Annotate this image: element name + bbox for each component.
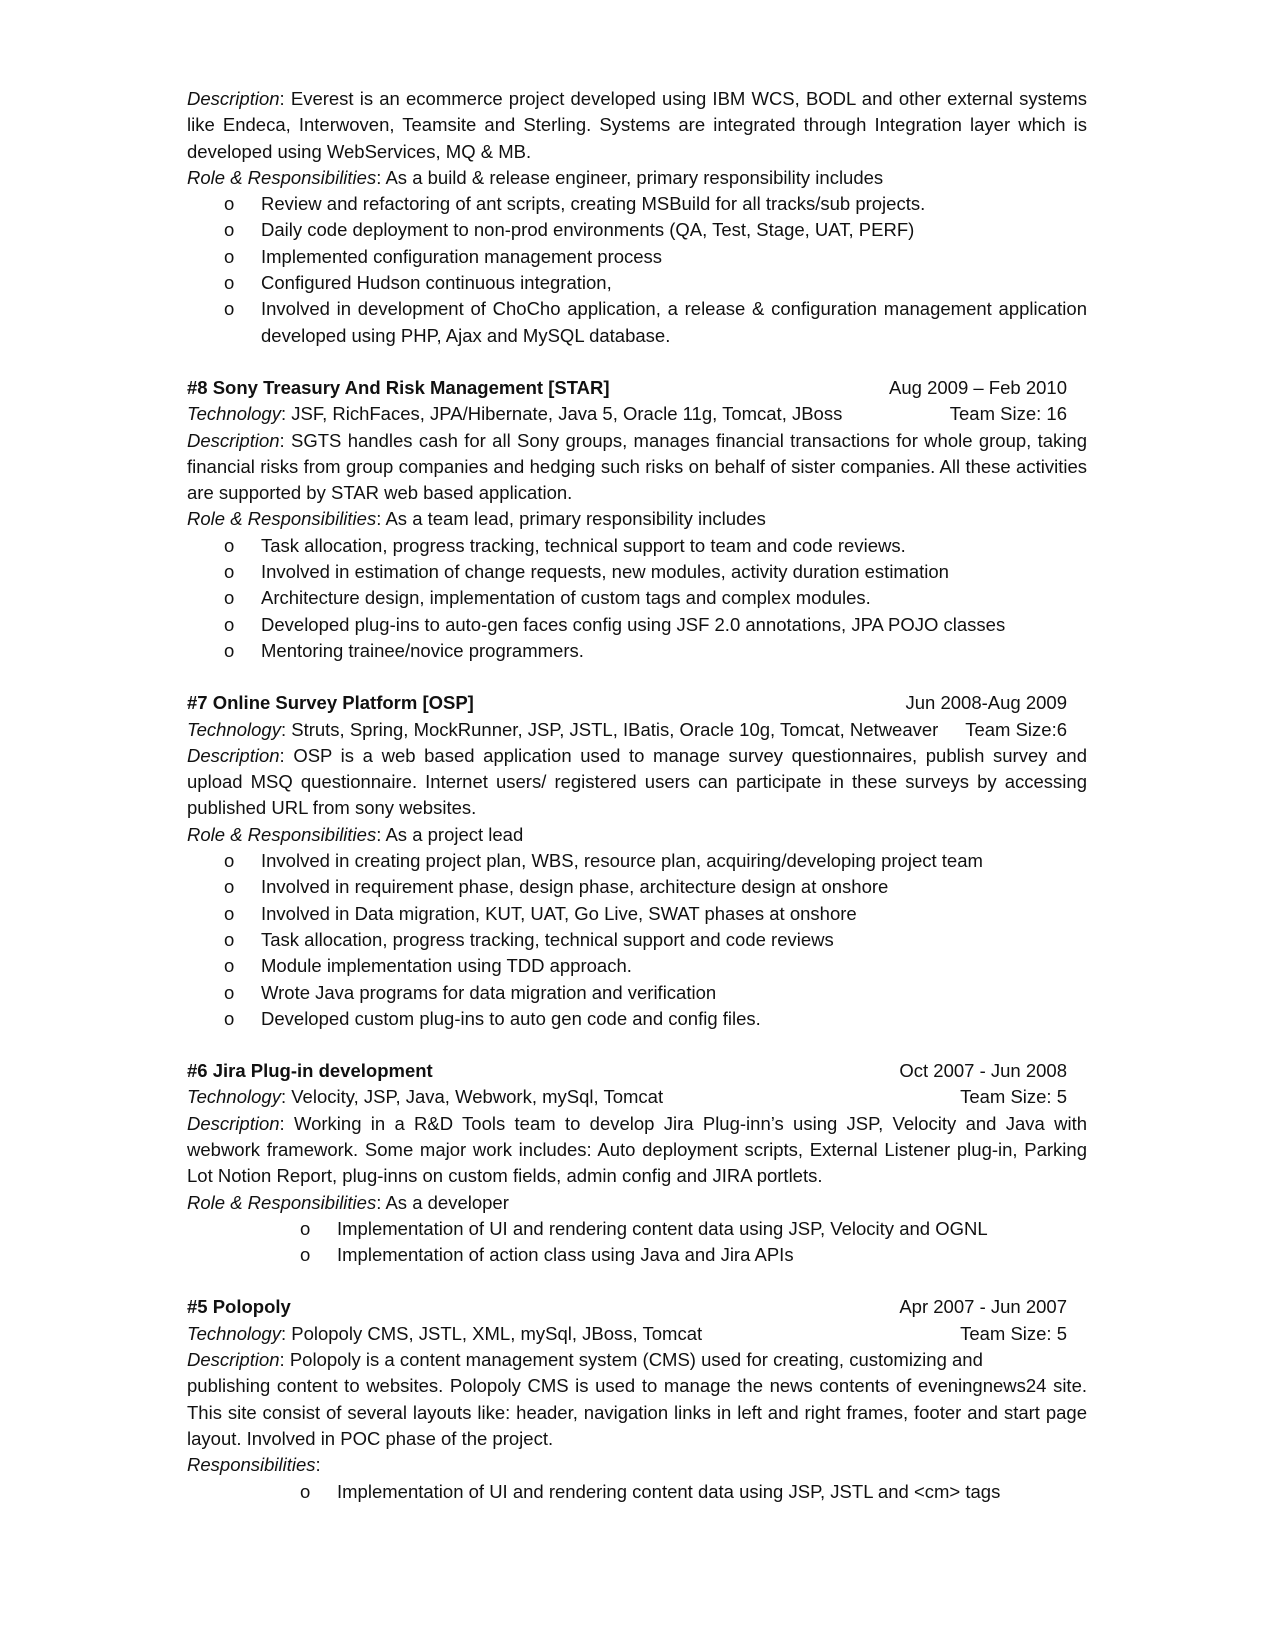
list-item: o Wrote Java programs for data migration and verification — [187, 980, 1087, 1006]
description-label: Description — [187, 1349, 280, 1371]
project-heading — [187, 1294, 1087, 1320]
team-size: Team Size:6 — [965, 718, 1067, 740]
bullet-icon: o — [224, 193, 235, 215]
description-label: Description — [187, 744, 280, 766]
project-role: Role & Responsibilities: As a team lead, primary responsibility includes — [187, 508, 766, 530]
project-bullets — [187, 1216, 1087, 1269]
list-item: o Mentoring trainee/novice programmers. — [187, 638, 1087, 664]
bullet-icon: o — [224, 245, 235, 267]
intro-description: Description: Everest is an ecommerce project developed using IBM WCS, BODL and other external systems like Endeca, Interwoven, Teamsite and Sterling. Systems are integrated through Integration layer which is developed using WebServices, MQ & MB. — [187, 88, 1087, 162]
project-bullets — [187, 533, 1087, 664]
bullet-icon: o — [224, 534, 235, 556]
role-label: Role & Responsibilities — [187, 508, 377, 530]
bullet-icon: o — [224, 298, 235, 320]
project-dates: Apr 2007 - Jun 2007 — [899, 1296, 1067, 1318]
bullet-icon: o — [224, 902, 235, 924]
bullet-icon: o — [224, 587, 235, 609]
bullet-icon: o — [224, 850, 235, 872]
project-technology: Technology: Velocity, JSP, Java, Webwork, mySql, Tomcat Team Size: 5 — [187, 1084, 1087, 1110]
project-title: #5 Polopoly — [187, 1296, 291, 1318]
bullet-icon: o — [224, 561, 235, 583]
project-role: Responsibilities: — [187, 1454, 321, 1476]
bullet-icon: o — [224, 1007, 235, 1029]
list-item: o Involved in estimation of change requests, new modules, activity duration estimation — [187, 559, 1087, 585]
bullet-icon: o — [224, 928, 235, 950]
list-item: o Implementation of UI and rendering content data using JSP, JSTL and <cm> tags — [187, 1479, 1087, 1505]
list-item: o Involved in creating project plan, WBS, resource plan, acquiring/developing project team — [187, 848, 1087, 874]
project-dates: Aug 2009 – Feb 2010 — [889, 376, 1067, 398]
description-label: Description — [187, 429, 280, 451]
bullet-icon: o — [300, 1480, 311, 1502]
list-item: o Implementation of UI and rendering content data using JSP, Velocity and OGNL — [187, 1216, 1087, 1242]
list-item: o Review and refactoring of ant scripts, creating MSBuild for all tracks/sub projects. — [187, 191, 1087, 217]
project-description: publishing content to websites. Polopoly CMS is used to manage the news contents of eveningnews24 site. This site consist of several layouts like: header, navigation links in left and right frames, footer and start page layout. Involved in POC phase of the project. — [187, 1375, 1087, 1449]
list-item: o Developed plug-ins to auto-gen faces config using JSF 2.0 annotations, JPA POJO classes — [187, 612, 1087, 638]
bullet-icon: o — [224, 955, 235, 977]
project-role: Role & Responsibilities: As a project lead — [187, 823, 524, 845]
project-bullets — [187, 1479, 1087, 1505]
project-bullets — [187, 848, 1087, 1032]
role-label: Role & Responsibilities — [187, 166, 377, 188]
project-description: Description: OSP is a web based application used to manage survey questionnaires, publish survey and upload MSQ questionnaire. Internet users/ registered users can participate in these surveys by accessing published URL from sony websites. — [187, 744, 1087, 819]
list-item: o Implementation of action class using Java and Jira APIs — [187, 1242, 1087, 1268]
list-item: o Involved in development of ChoCho application, a release & configuration management application developed using PHP, Ajax and MySQL database. — [224, 298, 1087, 346]
technology-label: Technology — [187, 718, 281, 740]
list-item: o Task allocation, progress tracking, technical support to team and code reviews. — [187, 533, 1087, 559]
project-heading — [187, 375, 1087, 401]
description-label: Description — [187, 88, 280, 109]
project-technology: Technology: JSF, RichFaces, JPA/Hibernate, Java 5, Oracle 11g, Tomcat, JBoss Team Size: 16 — [187, 401, 1087, 427]
list-item: o Daily code deployment to non-prod environments (QA, Test, Stage, UAT, PERF) — [187, 217, 1087, 243]
bullet-icon: o — [300, 1244, 311, 1266]
role-label: Role & Responsibilities — [187, 823, 377, 845]
project-dates: Jun 2008-Aug 2009 — [905, 692, 1067, 714]
bullet-icon: o — [300, 1217, 311, 1239]
project-title: #7 Online Survey Platform [OSP] — [187, 692, 474, 714]
team-size: Team Size: 5 — [960, 1086, 1067, 1108]
project-title: #8 Sony Treasury And Risk Management [STAR] — [187, 376, 610, 398]
intro-bullets — [187, 191, 1087, 349]
list-item: o Involved in requirement phase, design phase, architecture design at onshore — [187, 874, 1087, 900]
list-item: o Module implementation using TDD approach. — [187, 953, 1087, 979]
project-technology: Technology: Polopoly CMS, JSTL, XML, mySql, JBoss, Tomcat Team Size: 5 — [187, 1321, 1087, 1347]
bullet-icon: o — [224, 981, 235, 1003]
list-item: o Architecture design, implementation of custom tags and complex modules. — [187, 585, 1087, 611]
technology-label: Technology — [187, 403, 281, 425]
project-technology: Technology: Struts, Spring, MockRunner, JSP, JSTL, IBatis, Oracle 10g, Tomcat, Netweaver Team Size:6 — [187, 717, 1087, 743]
technology-label: Technology — [187, 1086, 281, 1108]
list-item: o Configured Hudson continuous integration, — [187, 270, 1087, 296]
project-description: Description: SGTS handles cash for all Sony groups, manages financial transactions for whole group, taking financial risks from group companies and hedging such risks on behalf of sister companies. All these activities are supported by STAR web based application. — [187, 429, 1087, 504]
bullet-icon: o — [224, 876, 235, 898]
project-role: Role & Responsibilities: As a developer — [187, 1191, 509, 1213]
bullet-icon: o — [224, 219, 235, 241]
team-size: Team Size: 16 — [949, 403, 1067, 425]
description-label: Description — [187, 1112, 280, 1134]
list-item: o Task allocation, progress tracking, technical support and code reviews — [187, 927, 1087, 953]
responsibilities-label: Responsibilities — [187, 1454, 316, 1476]
project-title: #6 Jira Plug-in development — [187, 1060, 433, 1082]
list-item: o Involved in Data migration, KUT, UAT, Go Live, SWAT phases at onshore — [187, 901, 1087, 927]
project-description: Description: Working in a R&D Tools team to develop Jira Plug-inn’s using JSP, Velocity and Java with webwork framework. Some major work includes: Auto deployment scripts, External Listener plug-in, Parking Lot Notion Report, plug-inns on custom fields, admin config and JIRA portlets. — [187, 1112, 1087, 1187]
resume-page — [187, 86, 1087, 1505]
bullet-icon: o — [224, 613, 235, 635]
intro-role: Role & Responsibilities: As a build & release engineer, primary responsibility includes — [187, 166, 884, 188]
bullet-icon: o — [224, 272, 235, 294]
list-item: o Implemented configuration management process — [187, 244, 1087, 270]
role-label: Role & Responsibilities — [187, 1191, 377, 1213]
list-item: o Developed custom plug-ins to auto gen code and config files. — [187, 1006, 1087, 1032]
technology-label: Technology — [187, 1322, 281, 1344]
bullet-icon: o — [224, 639, 235, 661]
team-size: Team Size: 5 — [960, 1322, 1067, 1344]
project-description-first-line: Description: Polopoly is a content management system (CMS) used for creating, customizing and — [187, 1349, 983, 1371]
project-dates: Oct 2007 - Jun 2008 — [899, 1060, 1067, 1082]
project-heading — [187, 1058, 1087, 1084]
project-heading — [187, 690, 1087, 716]
